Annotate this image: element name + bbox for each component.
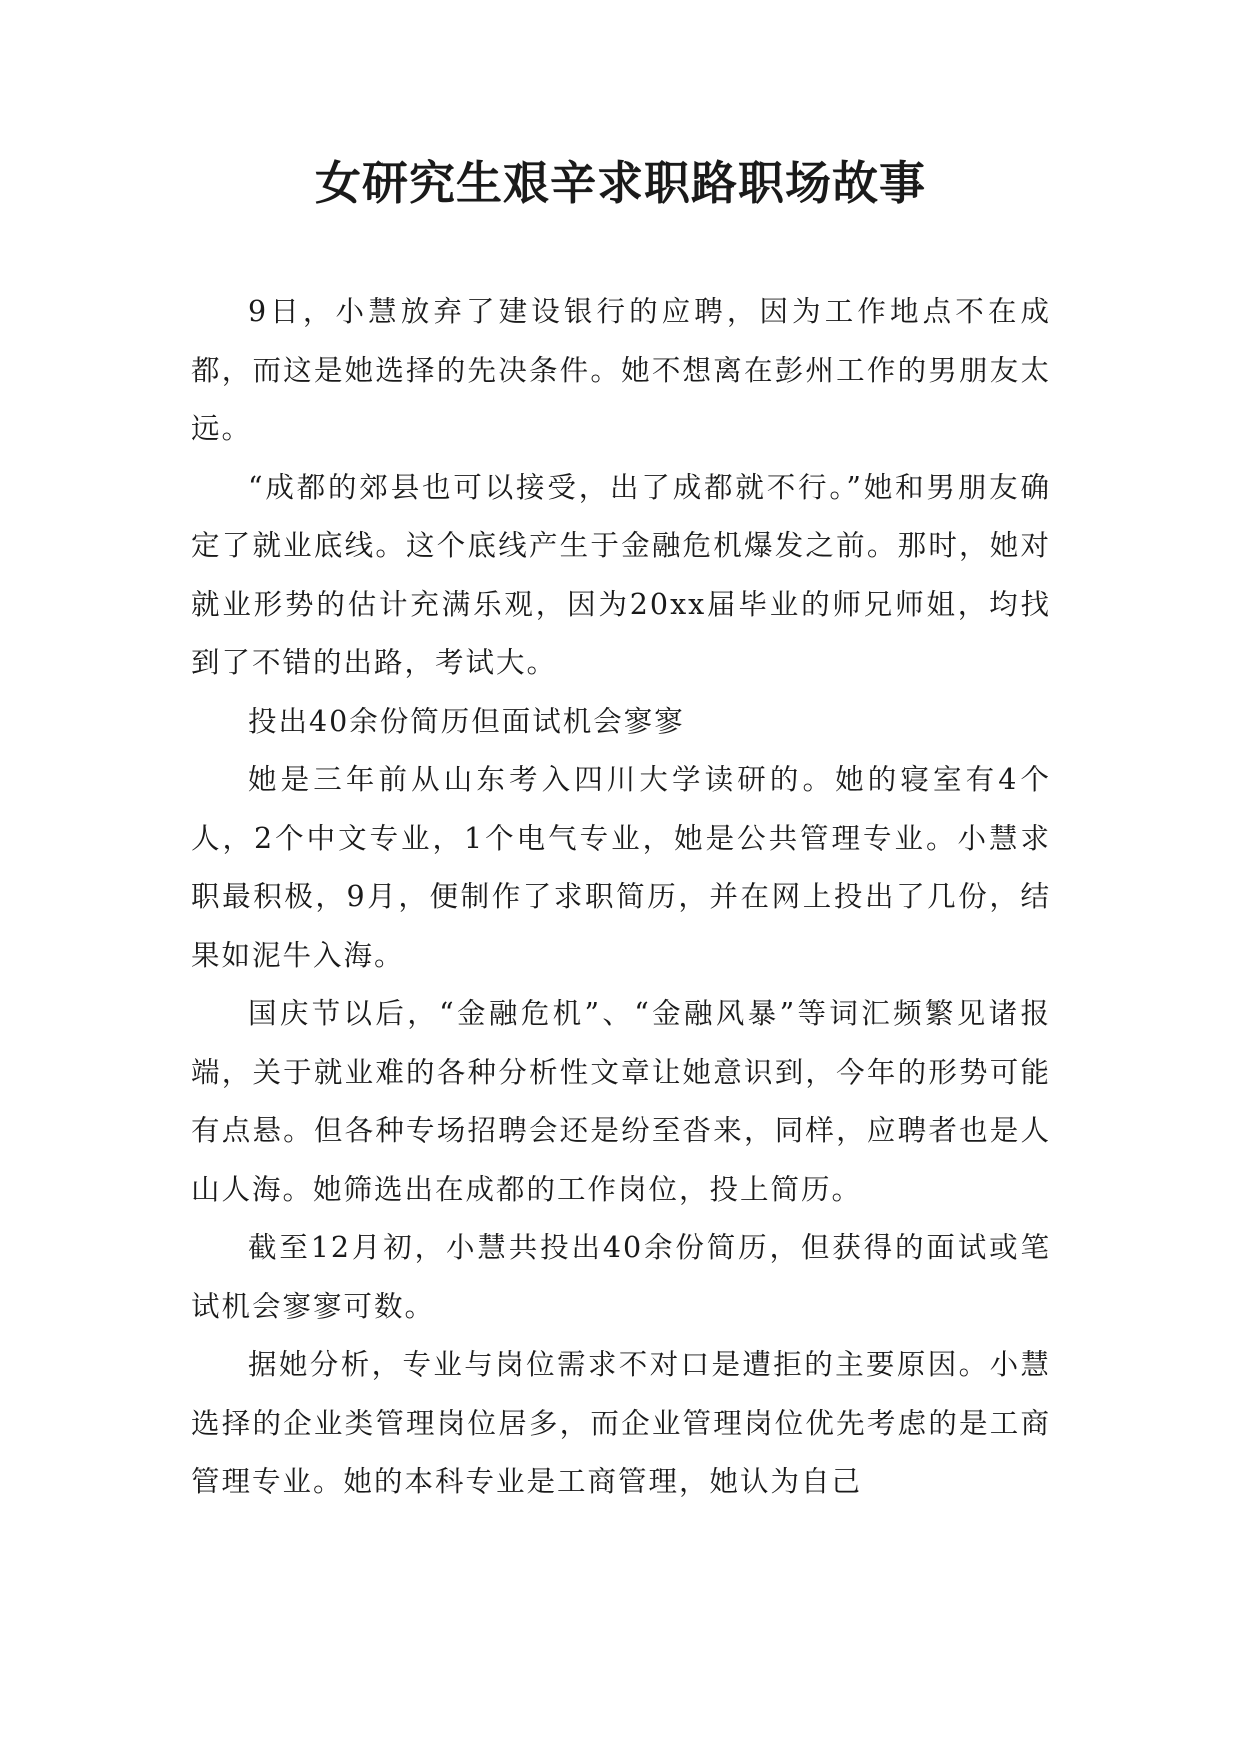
paragraph: 9日，小慧放弃了建设银行的应聘，因为工作地点不在成都，而这是她选择的先决条件。她不想离在彭州工作的男朋友太远。 bbox=[191, 295, 1051, 445]
paragraph: 据她分析，专业与岗位需求不对口是遭拒的主要原因。小慧选择的企业类管理岗位居多，而企业管理岗位优先考虑的是工商管理专业。她的本科专业是工商管理，她认为自己 bbox=[191, 1348, 1051, 1498]
document-title: 女研究生艰辛求职路职场故事 bbox=[315, 156, 926, 210]
paragraph: 她是三年前从山东考入四川大学读研的。她的寝室有4个人，2个中文专业，1个电气专业，她是公共管理专业。小慧求职最积极，9月，便制作了求职简历，并在网上投出了几份，结果如泥牛入海。 bbox=[191, 763, 1051, 972]
paragraph: 截至12月初，小慧共投出40余份简历，但获得的面试或笔试机会寥寥可数。 bbox=[191, 1231, 1051, 1323]
paragraph: “成都的郊县也可以接受，出了成都就不行。”她和男朋友确定了就业底线。这个底线产生于金融危机爆发之前。那时，她对就业形势的估计充满乐观，因为20xx届毕业的师兄师姐，均找到了不错的出路，考试大。 bbox=[191, 470, 1051, 679]
paragraph: 国庆节以后，“金融危机”、“金融风暴”等词汇频繁见诸报端，关于就业难的各种分析性文章让她意识到，今年的形势可能有点悬。但各种专场招聘会还是纷至沓来，同样，应聘者也是人山人海。她筛选出在成都的工作岗位，投上简历。 bbox=[191, 997, 1051, 1206]
section-heading: 投出40余份简历但面试机会寥寥 bbox=[248, 704, 685, 738]
document-body bbox=[191, 283, 1051, 1512]
